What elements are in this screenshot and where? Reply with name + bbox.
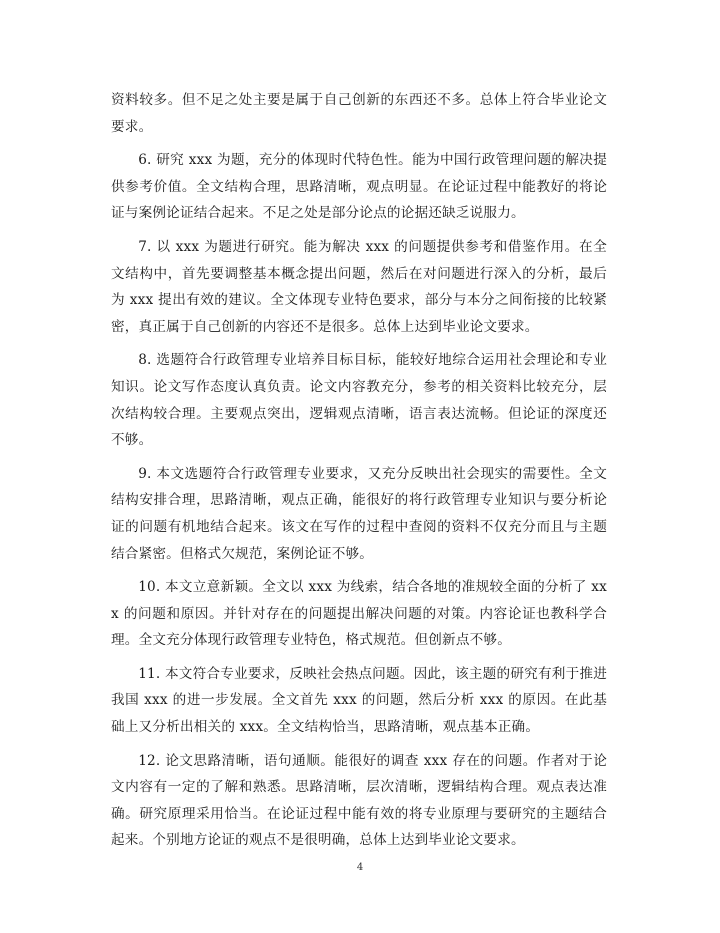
paragraph-comment-11: 11. 本文符合专业要求，反映社会热点问题。因此，该主题的研究有利于推进我国 xxx 的进一步发展。全文首先 xxx 的问题，然后分析 xxx 的原因。在此基础上又分析出相关的 xxx。全文结构恰当，思路清晰，观点基本正确。: [111, 665, 607, 736]
paragraph-comment-10: 10. 本文立意新颖。全文以 xxx 为线索，结合各地的准规较全面的分析了 xxx 的问题和原因。并针对存在的问题提出解决问题的对策。内容论证也教科学合理。全文充分体现行政管理专业特色，格式规范。但创新点不够。: [111, 579, 607, 649]
page-number: 4: [356, 862, 364, 873]
paragraph-comment-8: 8. 选题符合行政管理专业培养目标目标，能较好地综合运用社会理论和专业知识。论文写作态度认真负责。论文内容教充分，参考的相关资料比较充分，层次结构较合理。主要观点突出，逻辑观点清晰，语言表达流畅。但论证的深度还不够。: [111, 352, 607, 449]
paragraph-comment-6: 6. 研究 xxx 为题，充分的体现时代特色性。能为中国行政管理问题的解决提供参考价值。全文结构合理，思路清晰，观点明显。在论证过程中能教好的将论证与案例论证结合起来。不足之处是部分论点的论据还缺乏说服力。: [111, 152, 607, 222]
document-body: [111, 87, 607, 861]
paragraph-comment-12: 12. 论文思路清晰，语句通顺。能很好的调查 xxx 存在的问题。作者对于论文内容有一定的了解和熟悉。思路清晰，层次清晰，逻辑结构合理。观点表达准确。研究原理采用恰当。在论证过程中能有效的将专业原理与要研究的主题结合起来。个别地方论证的观点不是很明确，总体上达到毕业论文要求。: [111, 752, 607, 849]
paragraph-comment-9: 9. 本文选题符合行政管理专业要求，又充分反映出社会现实的需要性。全文结构安排合理，思路清晰，观点正确，能很好的将行政管理专业知识与要分析论证的问题有机地结合起来。该文在写作的过程中查阅的资料不仅充分而且与主题结合紧密。但格式欠规范，案例论证不够。: [111, 465, 607, 562]
paragraph-continuation: 资料较多。但不足之处主要是属于自己创新的东西还不多。总体上符合毕业论文要求。: [111, 92, 607, 135]
paragraph-comment-7: 7. 以 xxx 为题进行研究。能为解决 xxx 的问题提供参考和借鉴作用。在全文结构中，首先要调整基本概念提出问题，然后在对问题进行深入的分析，最后为 xxx 提出有效的建议。全文体现专业特色要求，部分与本分之间衔接的比较紧密，真正属于自己创新的内容还不是很多。总体上达到毕业论文要求。: [111, 238, 607, 335]
